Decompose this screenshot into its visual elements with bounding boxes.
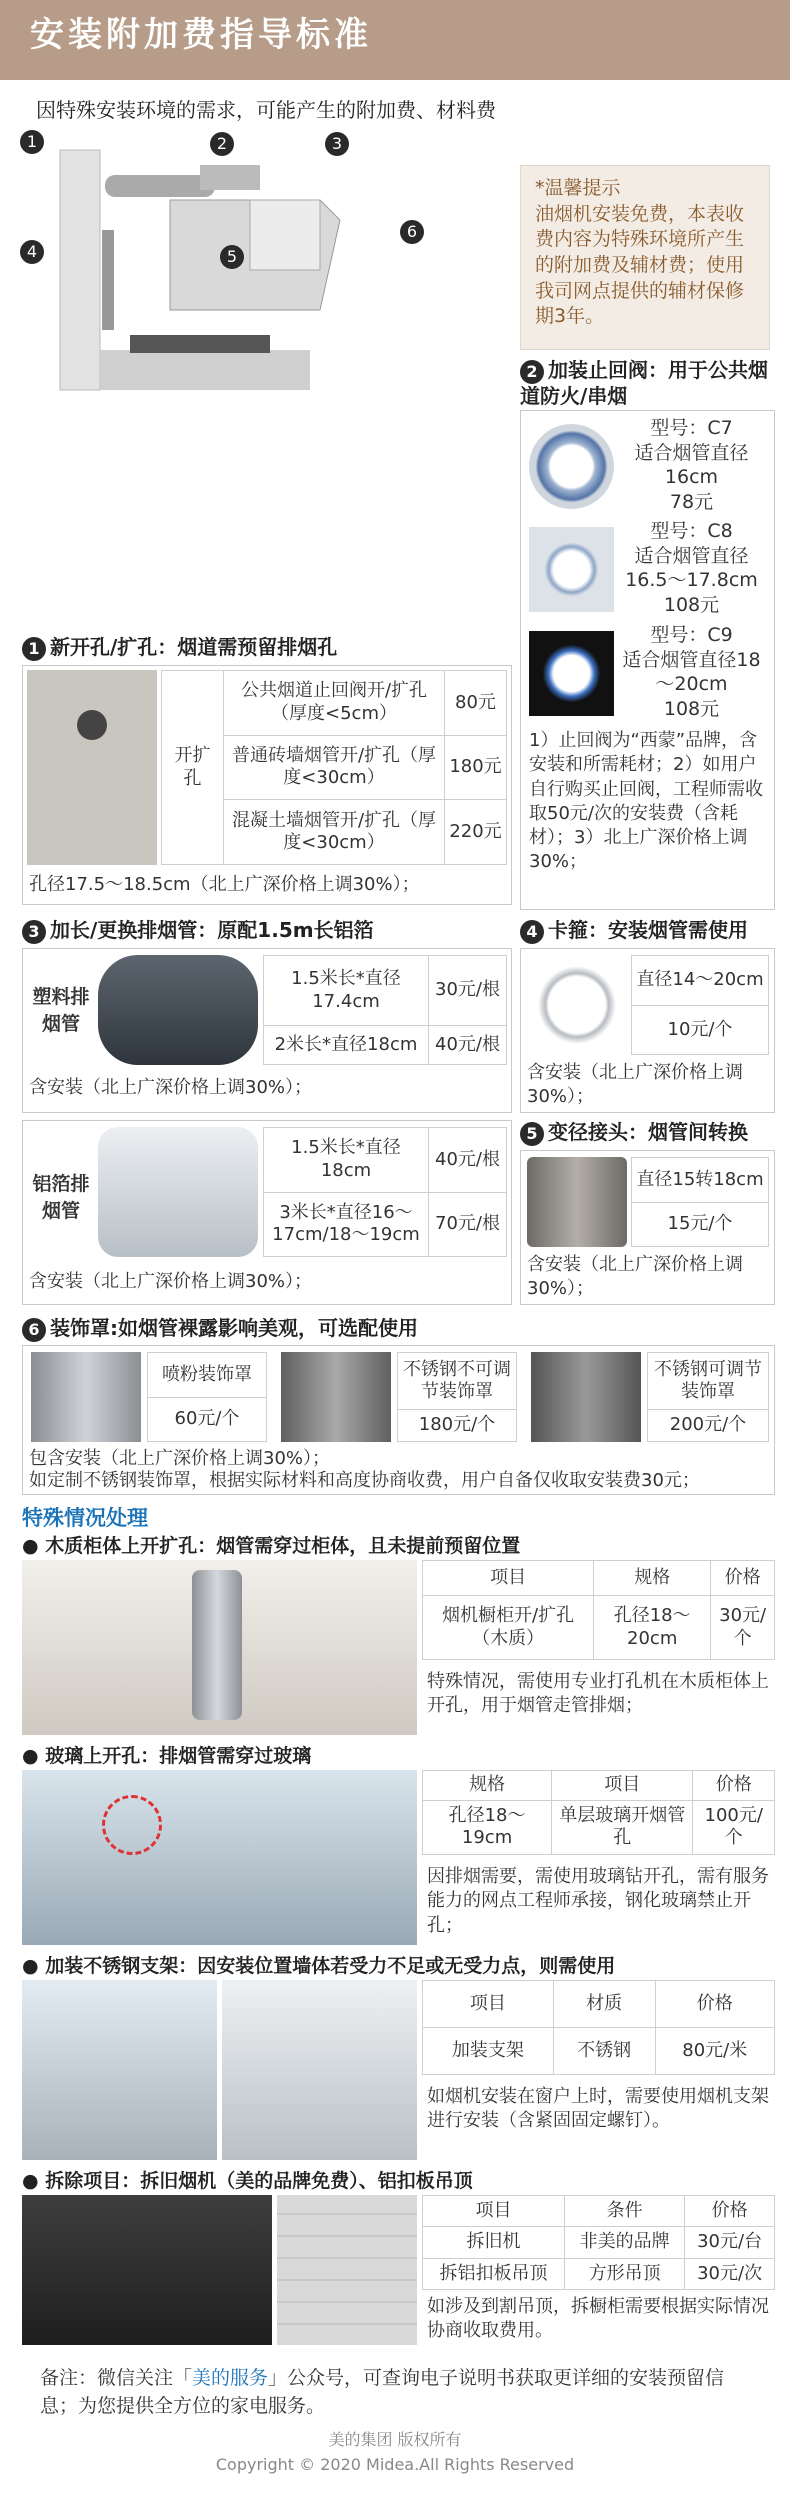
bracket-header-2: 材质 (553, 1981, 655, 2028)
diagram-label-2: 2 (210, 132, 234, 156)
valve-c9-model: 型号：C9 (650, 624, 733, 646)
footer-remark (40, 2365, 750, 2420)
clamp-price: 10元/个 (632, 1005, 769, 1055)
glass-title-text: 玻璃上开孔：排烟管需穿过玻璃 (45, 1745, 312, 1767)
remove-row1-item: 拆旧机 (423, 2227, 565, 2258)
sec6-title (22, 1316, 418, 1342)
sec4-title (520, 918, 780, 944)
sec1-row3-item: 混凝土墙烟管开/扩孔（厚度<30cm） (224, 800, 445, 865)
cover-adjustable-image (531, 1352, 641, 1442)
sec2-title (520, 358, 780, 409)
foil-row2-spec: 3米长*直径16～17cm/18～19cm (264, 1192, 429, 1257)
valve-row-c9 (529, 623, 769, 723)
glass-cell-price: 100元/个 (693, 1800, 775, 1854)
glass-header-1: 规格 (423, 1771, 552, 1801)
midea-service-link[interactable]: 美的服务 (192, 2367, 269, 2389)
glass-window-image (22, 1770, 417, 1945)
bracket-cell-material: 不锈钢 (553, 2028, 655, 2075)
remove-note: 如涉及到割吊顶，拆橱柜需要根据实际情况协商收取费用。 (427, 2296, 769, 2342)
sec5-table (631, 1157, 769, 1247)
reducer-spec: 直径15转18cm (632, 1158, 769, 1203)
bracket-table (422, 1980, 775, 2075)
remove-ceiling-image (277, 2195, 417, 2345)
sec1-label: 开扩孔 (162, 671, 224, 865)
sec1-row2-item: 普通砖墙烟管开/扩孔（厚度<30cm） (224, 735, 445, 800)
cover-fixed-name: 不锈钢不可调节装饰罩 (398, 1353, 517, 1410)
plastic-pipe-image (98, 955, 258, 1065)
sec2-note: 1）止回阀为“西蒙”品牌，含安装和所需耗材；2）如用户自行购买止回阀，工程师需收取50元/次的安装费（含耗材）；3）北上广深价格上调30%； (529, 730, 763, 873)
sec1-table (161, 670, 507, 865)
glass-header-3: 价格 (693, 1771, 775, 1801)
diagram-label-3: 3 (325, 132, 349, 156)
sec3-plastic-box (22, 948, 512, 1113)
sec1-wall-image (27, 670, 157, 865)
sec5-title-text: 变径接头：烟管间转换 (548, 1120, 748, 1144)
wood-cell-item: 烟机橱柜开/扩孔（木质） (423, 1596, 594, 1660)
bracket-header-1: 项目 (423, 1981, 554, 2028)
remove-title: ● 拆除项目：拆旧烟机（美的品牌免费）、铝扣板吊顶 (22, 2170, 473, 2192)
special-title: 特殊情况处理 (22, 1506, 148, 1530)
wood-note: 特殊情况，需使用专业打孔机在木质柜体上开孔，用于烟管走管排烟； (427, 1671, 769, 1717)
diagram-label-6: 6 (400, 220, 424, 244)
bracket-cell-price: 80元/米 (655, 2028, 774, 2075)
glass-cell-spec: 孔径18～19cm (423, 1800, 552, 1854)
sec6-box (22, 1345, 775, 1495)
valve-c8-desc: 适合烟管直径16.5～17.8cm (625, 544, 758, 592)
bracket-left-image (22, 1980, 217, 2160)
sec3-number: 3 (22, 920, 46, 944)
page-subtitle: 因特殊安装环境的需求，可能产生的附加费、材料费 (36, 98, 496, 122)
valve-c9-price: 108元 (663, 698, 720, 721)
installation-diagram (20, 130, 510, 400)
sec5-box (520, 1150, 775, 1305)
plastic-row1-price: 30元/根 (429, 956, 507, 1026)
remove-table (422, 2195, 775, 2290)
glass-table (422, 1770, 775, 1855)
plastic-table (263, 955, 507, 1065)
valve-c9-desc: 适合烟管直径18～20cm (622, 648, 761, 696)
sec3-foil-box (22, 1120, 512, 1305)
foil-row1-price: 40元/根 (429, 1128, 507, 1193)
tip-body: 油烟机安装免费，本表收费内容为特殊环境所产生的附加费及辅材费；使用我司网点提供的辅材保修期3年。 (535, 202, 745, 328)
sec1-title-text: 新开孔/扩孔：烟道需预留排烟孔 (50, 635, 338, 659)
remove-title-text: 拆除项目：拆旧烟机（美的品牌免费）、铝扣板吊顶 (45, 2170, 473, 2192)
remove-section (22, 2195, 775, 2345)
bracket-title: ● 加装不锈钢支架：因安装位置墙体若受力不足或无受力点，则需使用 (22, 1955, 616, 1977)
foil-row2-price: 70元/根 (429, 1192, 507, 1257)
foil-note: 含安装（北上广深价格上调30%）； (29, 1271, 313, 1292)
sec2-title-text: 加装止回阀：用于公共烟道防火/串烟 (520, 358, 768, 408)
valve-row-c7 (529, 416, 769, 516)
page-title: 安装附加费指导标准 (30, 15, 372, 55)
glass-note: 因排烟需要，需使用玻璃钻开孔，需有服务能力的网点工程师承接，钢化玻璃禁止开孔； (427, 1866, 769, 1936)
foil-table (263, 1127, 507, 1257)
wood-cabinet-image (22, 1560, 417, 1735)
sec3-title-text: 加长/更换排烟管：原配1.5m长铝箔 (50, 918, 374, 942)
wood-header-2: 规格 (594, 1561, 711, 1596)
remove-row1-price: 30元/台 (685, 2227, 775, 2258)
sec5-note: 含安装（北上广深价格上调30%）； (527, 1254, 743, 1300)
valve-c9-image (529, 631, 614, 716)
wood-section (22, 1560, 775, 1735)
wood-title-text: 木质柜体上开扩孔：烟管需穿过柜体，且未提前预留位置 (45, 1535, 521, 1557)
remove-header-2: 条件 (565, 2196, 685, 2227)
footer-company: 美的集团 版权所有 (328, 2430, 462, 2449)
tip-box (520, 165, 770, 350)
bracket-right-image (222, 1980, 417, 2160)
remove-header-1: 项目 (423, 2196, 565, 2227)
sec1-row2-price: 180元 (445, 735, 507, 800)
bracket-header-3: 价格 (655, 1981, 774, 2028)
sec6-number: 6 (22, 1318, 46, 1342)
cover-adjustable-name: 不锈钢可调节装饰罩 (648, 1353, 769, 1410)
plastic-note: 含安装（北上广深价格上调30%）； (29, 1077, 313, 1098)
valve-c8-text (614, 519, 769, 618)
cover-fixed-image (281, 1352, 391, 1442)
reducer-price: 15元/个 (632, 1202, 769, 1247)
cover-fixed-price: 180元/个 (398, 1410, 517, 1442)
valve-c8-price: 108元 (663, 594, 720, 617)
valve-c7-model: 型号：C7 (650, 417, 733, 439)
remove-row1-condition: 非美的品牌 (565, 2227, 685, 2258)
plastic-row2-spec: 2米长*直径18cm (264, 1026, 429, 1065)
foil-pipe-image (98, 1127, 258, 1257)
wood-table (422, 1560, 775, 1660)
valve-c7-image (529, 424, 614, 509)
remark-suffix: 」公众号，可查询电子说明书获取更详细的安装预留信息；为您提供全方位的家电服务。 (40, 2367, 725, 2417)
sec6-title-text: 装饰罩:如烟管裸露影响美观，可选配使用 (50, 1316, 418, 1340)
tip-heading: *温馨提示 (535, 177, 621, 199)
cover-adjustable-table (647, 1352, 769, 1442)
bracket-title-text: 加装不锈钢支架：因安装位置墙体若受力不足或无受力点，则需使用 (45, 1955, 616, 1977)
wood-title: ● 木质柜体上开扩孔：烟管需穿过柜体，且未提前预留位置 (22, 1535, 521, 1557)
bracket-note: 如烟机安装在窗户上时，需要使用烟机支架进行安装（含紧固固定螺钉）。 (427, 2086, 769, 2132)
sec1-row1-price: 80元 (445, 671, 507, 736)
cover-fixed-table (397, 1352, 517, 1442)
glass-header-2: 项目 (552, 1771, 693, 1801)
glass-section (22, 1770, 775, 1945)
sec6-note1: 包含安装（北上广深价格上调30%）； (29, 1448, 331, 1469)
cover-powder-table (147, 1352, 267, 1442)
wood-cell-price: 30元/个 (711, 1596, 775, 1660)
sec4-title-text: 卡箍：安装烟管需使用 (548, 918, 748, 942)
wood-cell-spec: 孔径18～20cm (594, 1596, 711, 1660)
valve-c8-model: 型号：C8 (650, 520, 733, 542)
sec2-box (520, 410, 775, 910)
diagram-label-1: 1 (20, 130, 44, 154)
clamp-spec: 直径14～20cm (632, 956, 769, 1006)
cover-powder-price: 60元/个 (148, 1397, 267, 1442)
diagram-svg (20, 130, 510, 400)
sec1-box (22, 665, 512, 905)
plastic-row2-price: 40元/根 (429, 1026, 507, 1065)
cover-powder-image (31, 1352, 141, 1442)
sec1-number: 1 (22, 637, 46, 661)
valve-row-c8 (529, 519, 769, 619)
sec6-note2: 如定制不锈钢装饰罩，根据实际材料和高度协商收费，用户自备仅收取安装费30元； (29, 1470, 700, 1491)
remove-row2-price: 30元/次 (685, 2258, 775, 2289)
sec5-number: 5 (520, 1122, 544, 1146)
clamp-image (527, 955, 627, 1055)
valve-c9-text (614, 623, 769, 722)
plastic-row1-spec: 1.5米长*直径17.4cm (264, 956, 429, 1026)
header-banner (0, 0, 790, 80)
diagram-label-4: 4 (20, 240, 44, 264)
glass-cell-item: 单层玻璃开烟管孔 (552, 1800, 693, 1854)
sec3-title (22, 918, 374, 944)
sec4-number: 4 (520, 920, 544, 944)
valve-c8-image (529, 527, 614, 612)
sec4-table (631, 955, 769, 1055)
valve-c7-text (614, 416, 769, 515)
remove-header-3: 价格 (685, 2196, 775, 2227)
remove-row2-item: 拆铝扣板吊顶 (423, 2258, 565, 2289)
footer-copyright: Copyright © 2020 Midea.All Rights Reserved (215, 2455, 575, 2474)
wood-header-1: 项目 (423, 1561, 594, 1596)
sec1-row1-item: 公共烟道止回阀开/扩孔（厚度<5cm） (224, 671, 445, 736)
sec1-title (22, 635, 337, 661)
valve-c7-desc: 适合烟管直径16cm (634, 441, 749, 489)
bracket-cell-item: 加装支架 (423, 2028, 554, 2075)
valve-c7-price: 78元 (669, 491, 714, 514)
remark-prefix: 备注：微信关注「 (40, 2367, 193, 2389)
remove-row2-condition: 方形吊顶 (565, 2258, 685, 2289)
bracket-section (22, 1980, 775, 2160)
sec1-row3-price: 220元 (445, 800, 507, 865)
cover-adjustable-price: 200元/个 (648, 1410, 769, 1442)
reducer-image (527, 1157, 627, 1247)
plastic-label: 塑料排烟管 (32, 986, 90, 1035)
sec2-number: 2 (520, 360, 544, 384)
remove-hood-image (22, 2195, 272, 2345)
wood-header-3: 价格 (711, 1561, 775, 1596)
foil-label: 铝箔排烟管 (32, 1173, 90, 1222)
sec5-title (520, 1120, 780, 1146)
sec4-box (520, 948, 775, 1113)
sec4-note: 含安装（北上广深价格上调30%）； (527, 1062, 743, 1108)
sec1-note: 孔径17.5～18.5cm（北上广深价格上调30%）； (29, 874, 420, 895)
cover-powder-name: 喷粉装饰罩 (148, 1353, 267, 1398)
glass-title: ● 玻璃上开孔：排烟管需穿过玻璃 (22, 1745, 312, 1767)
diagram-label-5: 5 (220, 245, 244, 269)
foil-row1-spec: 1.5米长*直径18cm (264, 1128, 429, 1193)
